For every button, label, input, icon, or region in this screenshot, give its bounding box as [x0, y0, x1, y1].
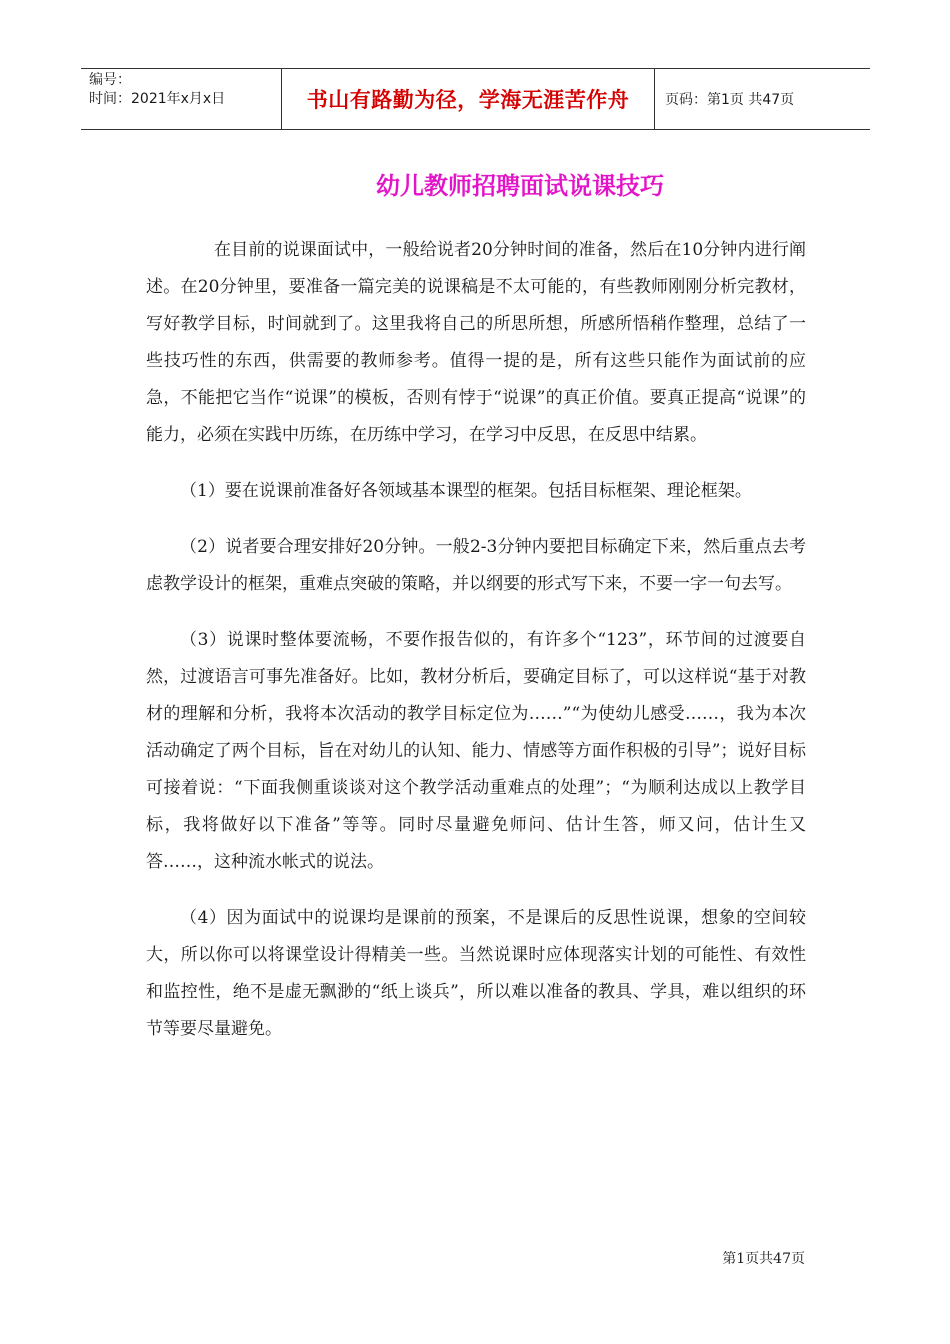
header-meta-cell [81, 69, 282, 129]
header-page-info: 页码：第1页 共47页 [665, 92, 795, 108]
document-body [146, 232, 806, 1067]
document-title: 幼儿教师招聘面试说课技巧 [376, 172, 664, 200]
paragraph-point-1: （1）要在说课前准备好各领域基本课型的框架。包括目标框架、理论框架。 [180, 481, 752, 501]
page-footer: 第1页共47页 [722, 1251, 805, 1267]
paragraph-intro: 在目前的说课面试中，一般给说者20分钟时间的准备，然后在10分钟内进行阐述。在20分钟里，要准备一篇完美的说课稿是不太可能的，有些教师刚刚分析完教材，写好教学目标，时间就到了。这里我将自己的所思所想，所感所悟稍作整理，总结了一些技巧性的东西，供需要的教师参考。值得一提的是，所有这些只能作为面试前的应急，不能把它当作“说课”的模板，否则有悖于“说课”的真正价值。要真正提高“说课”的能力，必须在实践中历练，在历练中学习，在学习中反思，在反思中结累。 [146, 240, 806, 445]
header-motto: 书山有路勤为径，学海无涯苦作舟 [282, 69, 655, 129]
paragraph-point-4: （4）因为面试中的说课均是课前的预案，不是课后的反思性说课，想象的空间较大，所以你可以将课堂设计得精美一些。当然说课时应体现落实计划的可能性、有效性和监控性，绝不是虚无飘渺的“纸上谈兵”，所以难以准备的教具、学具，难以组织的环节等要尽量避免。 [146, 908, 806, 1039]
paragraph-point-3: （3）说课时整体要流畅，不要作报告似的，有许多个“123”，环节间的过渡要自然，过渡语言可事先准备好。比如，教材分析后，要确定目标了，可以这样说“基于对教材的理解和分析，我将本次活动的教学目标定位为……”“为使幼儿感受……，我为本次活动确定了两个目标，旨在对幼儿的认知、能力、情感等方面作积极的引导”；说好目标可接着说：“下面我侧重谈谈对这个教学活动重难点的处理”；“为顺利达成以上教学目标，我将做好以下准备”等等。同时尽量避免师问、估计生答，师又问，估计生又答……，这种流水帐式的说法。 [146, 630, 806, 872]
document-header [81, 68, 870, 130]
document-number-label: 编号： [89, 72, 131, 88]
paragraph-point-2: （2）说者要合理安排好20分钟。一般2-3分钟内要把目标确定下来，然后重点去考虑教学设计的框架，重难点突破的策略，并以纲要的形式写下来，不要一字一句去写。 [146, 537, 806, 594]
document-date: 时间：2021年x月x日 [89, 91, 226, 107]
